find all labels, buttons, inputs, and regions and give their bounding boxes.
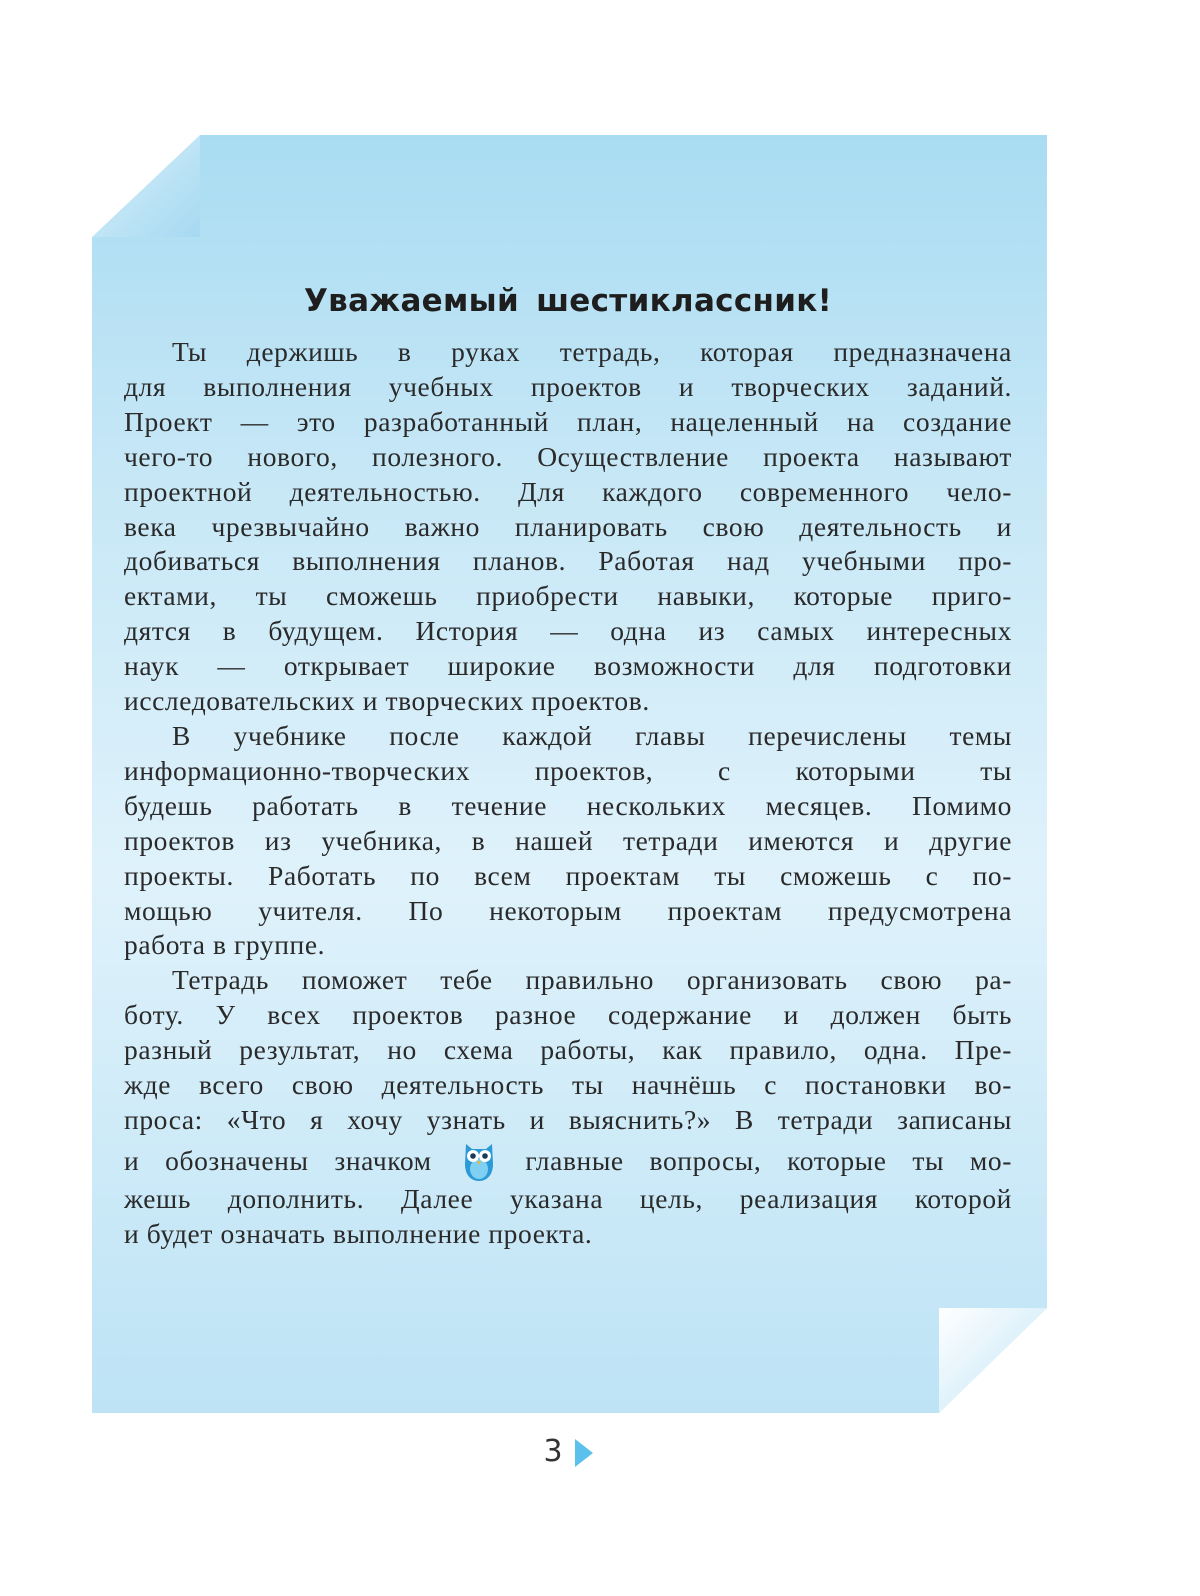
text-line: и будет означать выполнение проекта. — [124, 1217, 593, 1249]
owl-icon — [462, 1138, 496, 1182]
text-line: Ты держишь в руках тетрадь, которая предназначена — [172, 336, 1012, 367]
text-line: Проект — это разработанный план, нацеленный на создание — [124, 405, 1012, 437]
paragraph-3 — [124, 963, 1012, 1251]
corner-fold-bottom-right — [939, 1308, 1047, 1413]
text-line: информационно-творческих проектов, с которыми ты — [124, 754, 1012, 786]
text-line: мощью учителя. По некоторым проектам предусмотрена — [124, 894, 1012, 926]
text-line: проектов из учебника, в нашей тетради имеются и другие — [124, 824, 1012, 856]
text-line: чего-то нового, полезного. Осуществление проекта называют — [124, 440, 1012, 472]
text-line: боту. У всех проектов разное содержание и должен быть — [124, 999, 1012, 1031]
corner-fold-top-left — [92, 135, 200, 237]
text-line: ектами, ты сможешь приобрести навыки, которые приго- — [124, 580, 1012, 612]
text-line: разный результат, но схема работы, как правило, одна. Пре- — [124, 1034, 1012, 1066]
text-line: В учебнике после каждой главы перечислены темы — [172, 719, 1012, 751]
text-fragment: и обозначены значком — [124, 1144, 432, 1176]
text-line: века чрезвычайно важно планировать свою деятельность и — [124, 510, 1012, 542]
text-line: жешь дополнить. Далее указана цель, реализация которой — [124, 1182, 1012, 1214]
text-line: Тетрадь поможет тебе правильно организовать свою ра- — [172, 964, 1012, 996]
text-line: наук — открывает широкие возможности для подготовки — [124, 650, 1012, 682]
text-line: проса: «Что я хочу узнать и выяснить?» В тетради записаны — [124, 1103, 1012, 1135]
body-text — [124, 335, 1012, 1252]
text-line: добиваться выполнения планов. Работая над учебными про- — [124, 545, 1012, 577]
text-line: работа в группе. — [124, 929, 326, 961]
text-line: дятся в будущем. История — одна из самых интересных — [124, 615, 1012, 647]
text-line: для выполнения учебных проектов и творческих заданий. — [124, 370, 1012, 402]
page-arrow-icon — [575, 1439, 593, 1467]
text-line: жде всего свою деятельность ты начнёшь с постановки во- — [124, 1069, 1012, 1101]
text-line: исследовательских и творческих проектов. — [124, 685, 650, 717]
page-title: Уважаемый шестиклассник! — [303, 283, 833, 319]
text-line: проекты. Работать по всем проектам ты сможешь с по- — [124, 859, 1012, 891]
text-fragment: главные вопросы, которые ты мо- — [525, 1144, 1012, 1176]
paragraph-2 — [124, 719, 1012, 963]
text-line: проектной деятельностью. Для каждого современного чело- — [124, 475, 1012, 507]
paragraph-1 — [124, 335, 1012, 719]
text-line-with-icon — [124, 1138, 1012, 1182]
text-line: будешь работать в течение нескольких месяцев. Помимо — [124, 789, 1012, 821]
page-number: 3 — [543, 1434, 563, 1469]
